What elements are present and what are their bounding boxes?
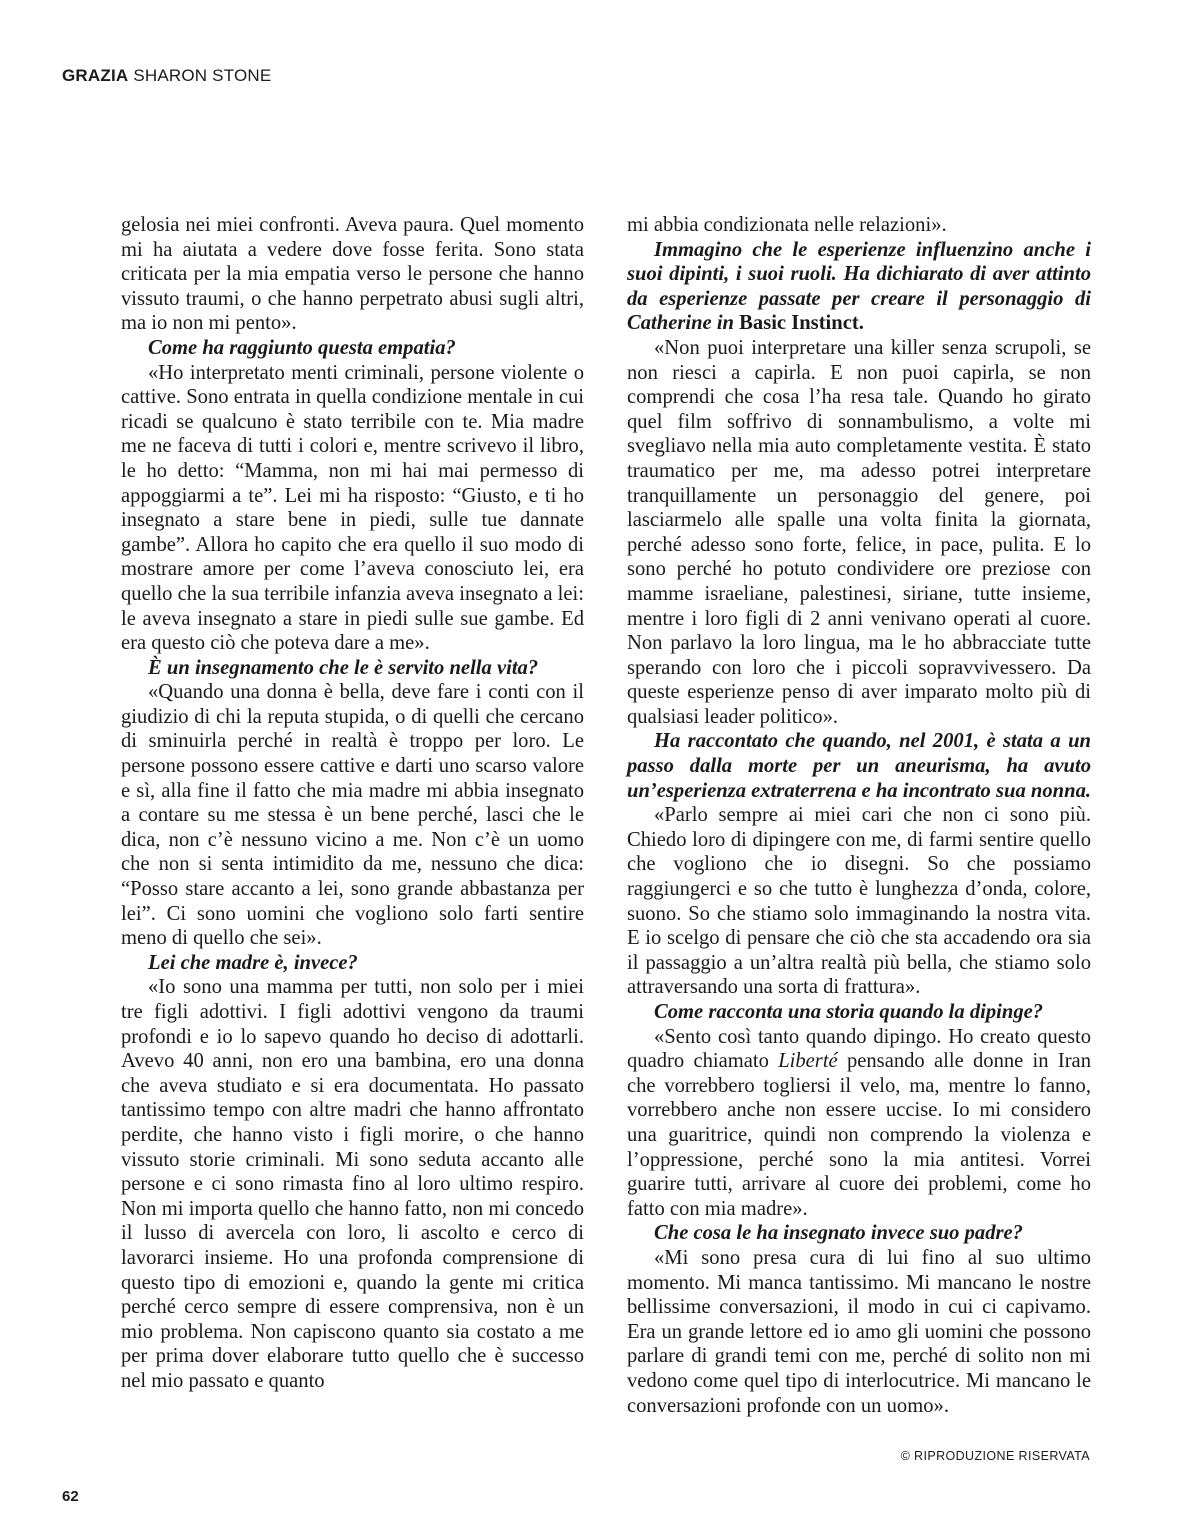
painting-title: Liberté xyxy=(778,1050,838,1073)
answer-text: pensando alle donne in Iran che vorrebbero togliersi il velo, ma, mentre lo fanno, vorrebbero anche non essere uccise. Io mi considero una guaritrice, quindi non comprendo la violenza e l’oppressione, perché sono la mia antitesi. Vorrei guarire tutti, arrivare al cuore dei problemi, come ho fatto con mia madre». xyxy=(627,1050,1091,1220)
answer-paragraph: «Io sono una mamma per tutti, non solo per i miei tre figli adottivi. I figli adottivi vengono da traumi profondi e io lo sapevo quando ho deciso di adottarli. Avevo 40 anni, non ero una bambina, ero una donna che aveva studiato e si era documentata. Ho passato tantissimo tempo con altre madri che hanno affrontato perdite, che hanno visto i figli morire, o che hanno vissuto storie criminali. Mi sono seduta accanto alle persone e ci sono rimasta fino al loro ultimo respiro. Non mi importa quello che hanno fatto, non mi concedo il lusso di avercela con loro, li ascolto e cerco di lavorarci insieme. Ho una profonda comprensione di questo tipo di emozioni e, quando la gente mi critica perché cerco sempre di essere comprensiva, non è un mio problema. Non capiscono quanto sia costato a me per prima dover elaborare tutto quello che è successo nel mio passato e quanto xyxy=(121,976,584,1392)
interview-question: Come ha raggiunto questa empatia? xyxy=(148,336,456,359)
answer-paragraph: gelosia nei miei confronti. Aveva paura. Quel momento mi ha aiutata a vedere dove fosse ferita. Sono stata criticata per la mia empatia verso le persone che hanno vissuto traumi, o che hanno perpetrato abusi sugli altri, ma io non mi pento». xyxy=(121,214,584,335)
interview-question: Lei che madre è, invece? xyxy=(148,951,358,974)
page-number: 62 xyxy=(62,1488,79,1505)
answer-paragraph: «Ho interpretato menti criminali, persone violente o cattive. Sono entrata in quella condizione mentale in cui ricadi se qualcuno è stato terribile con te. Mia madre me ne faceva di tutti i colori e, mentre scrivevo il libro, le ho detto: “Mamma, non mi hai mai permesso di appoggiarmi a te”. Lei mi ha risposto: “Giusto, e ti ho insegnato a stare bene in piedi, sulle tue dannate gambe”. Allora ho capito che era quello il suo modo di mostrare amore per come l’aveva conosciuto lei, era quello che la sua terribile infanzia aveva insegnato a lei: le aveva insegnato a stare in piedi sulle sue gambe. Ed era questo ciò che poteva dare a me». xyxy=(121,361,584,655)
interview-question xyxy=(627,238,1091,336)
answer-paragraph xyxy=(627,1025,1091,1222)
answer-paragraph: «Non puoi interpretare una killer senza scrupoli, se non riesci a capirla. E non puoi capirla, se non comprendi che cosa l’ha resa tale. Quando ho girato quel film soffrivo di sonnambulismo, a volte mi svegliavo nella mia auto completamente vestita. È stato traumatico per me, ma adesso potrei interpretare tranquillamente un personaggio del genere, poi lasciarmelo alle spalle una volta finita la giornata, perché adesso sono forte, felice, in pace, pulita. E lo sono perché ho potuto condividere ore preziose con mamme israeliane, palestinesi, siriane, tutte insieme, mentre i loro figli di 2 anni venivano operati al cuore. Non parlavo la loro lingua, ma le ho abbracciate tutte sperando con loro che i piccoli sopravvivessero. Da queste esperienze penso di aver imparato molto più di qualsiasi leader politico». xyxy=(627,336,1091,728)
article-subject: SHARON STONE xyxy=(133,66,272,85)
film-title: Basic Instinct. xyxy=(739,312,864,335)
magazine-name: GRAZIA xyxy=(62,66,129,85)
interview-question: Che cosa le ha insegnato invece suo padre? xyxy=(654,1222,1023,1245)
copyright-notice: © RIPRODUZIONE RISERVATA xyxy=(900,1449,1090,1463)
answer-text: «Sento così tanto quando dipingo. Ho creato questo quadro chiamato xyxy=(627,1025,1091,1073)
question-text: Immagino che le esperienze influenzino anche i suoi dipinti, i suoi ruoli. Ha dichiarato di aver attinto da esperienze passate per creare il personaggio di Catherine in xyxy=(627,238,1091,335)
interview-question: Come racconta una storia quando la dipinge? xyxy=(654,1001,1044,1023)
answer-paragraph: mi abbia condizionata nelle relazioni». xyxy=(627,214,947,236)
right-text-column xyxy=(627,213,1091,1418)
running-head xyxy=(62,66,271,86)
interview-question: È un insegnamento che le è servito nella vita? xyxy=(148,656,539,679)
answer-paragraph: «Mi sono presa cura di lui fino al suo ultimo momento. Mi manca tantissimo. Mi mancano le nostre bellissime conversazioni, il modo in cui ci capivamo. Era un grande lettore ed io amo gli uomini che possono parlare di grandi temi con me, perché di solito non mi vedono come quel tipo di interlocutrice. Mi mancano le conversazioni profonde con un uomo». xyxy=(627,1246,1091,1417)
answer-paragraph: «Parlo sempre ai miei cari che non ci sono più. Chiedo loro di dipingere con me, di farmi sentire quello che vogliono che io disegni. So che possiamo raggiungerci e so che tutto è lunghezza d’onda, colore, suono. So che stiamo solo immaginando la nostra vita. E io scelgo di pensare che ciò che sta accadendo ora sia il passaggio a un’altra realtà più bella, che stiamo solo attraversando una sorta di frattura». xyxy=(627,804,1091,999)
left-text-column xyxy=(121,213,584,1394)
interview-question: Ha raccontato che quando, nel 2001, è stata a un passo dalla morte per un aneurisma, ha avuto un’esperienza extraterrena e ha incontrato sua nonna. xyxy=(627,730,1092,802)
answer-paragraph: «Quando una donna è bella, deve fare i conti con il giudizio di chi la reputa stupida, o di quelli che cercano di sminuirla perché in realtà è troppo per loro. Le persone possono essere cattive e darti uno scarso valore e sì, alla fine il fatto che mia madre mi abbia insegnato a contare su me stessa è un bene perché, lasci che le dica, non c’è nessuno vicino a me. Non c’è un uomo che non si senta intimidito da me, nessuno che dica: “Posso stare accanto a lei, sono grande abbastanza per lei”. Ci sono uomini che vogliono solo farti sentire meno di quello che sei». xyxy=(121,681,584,950)
